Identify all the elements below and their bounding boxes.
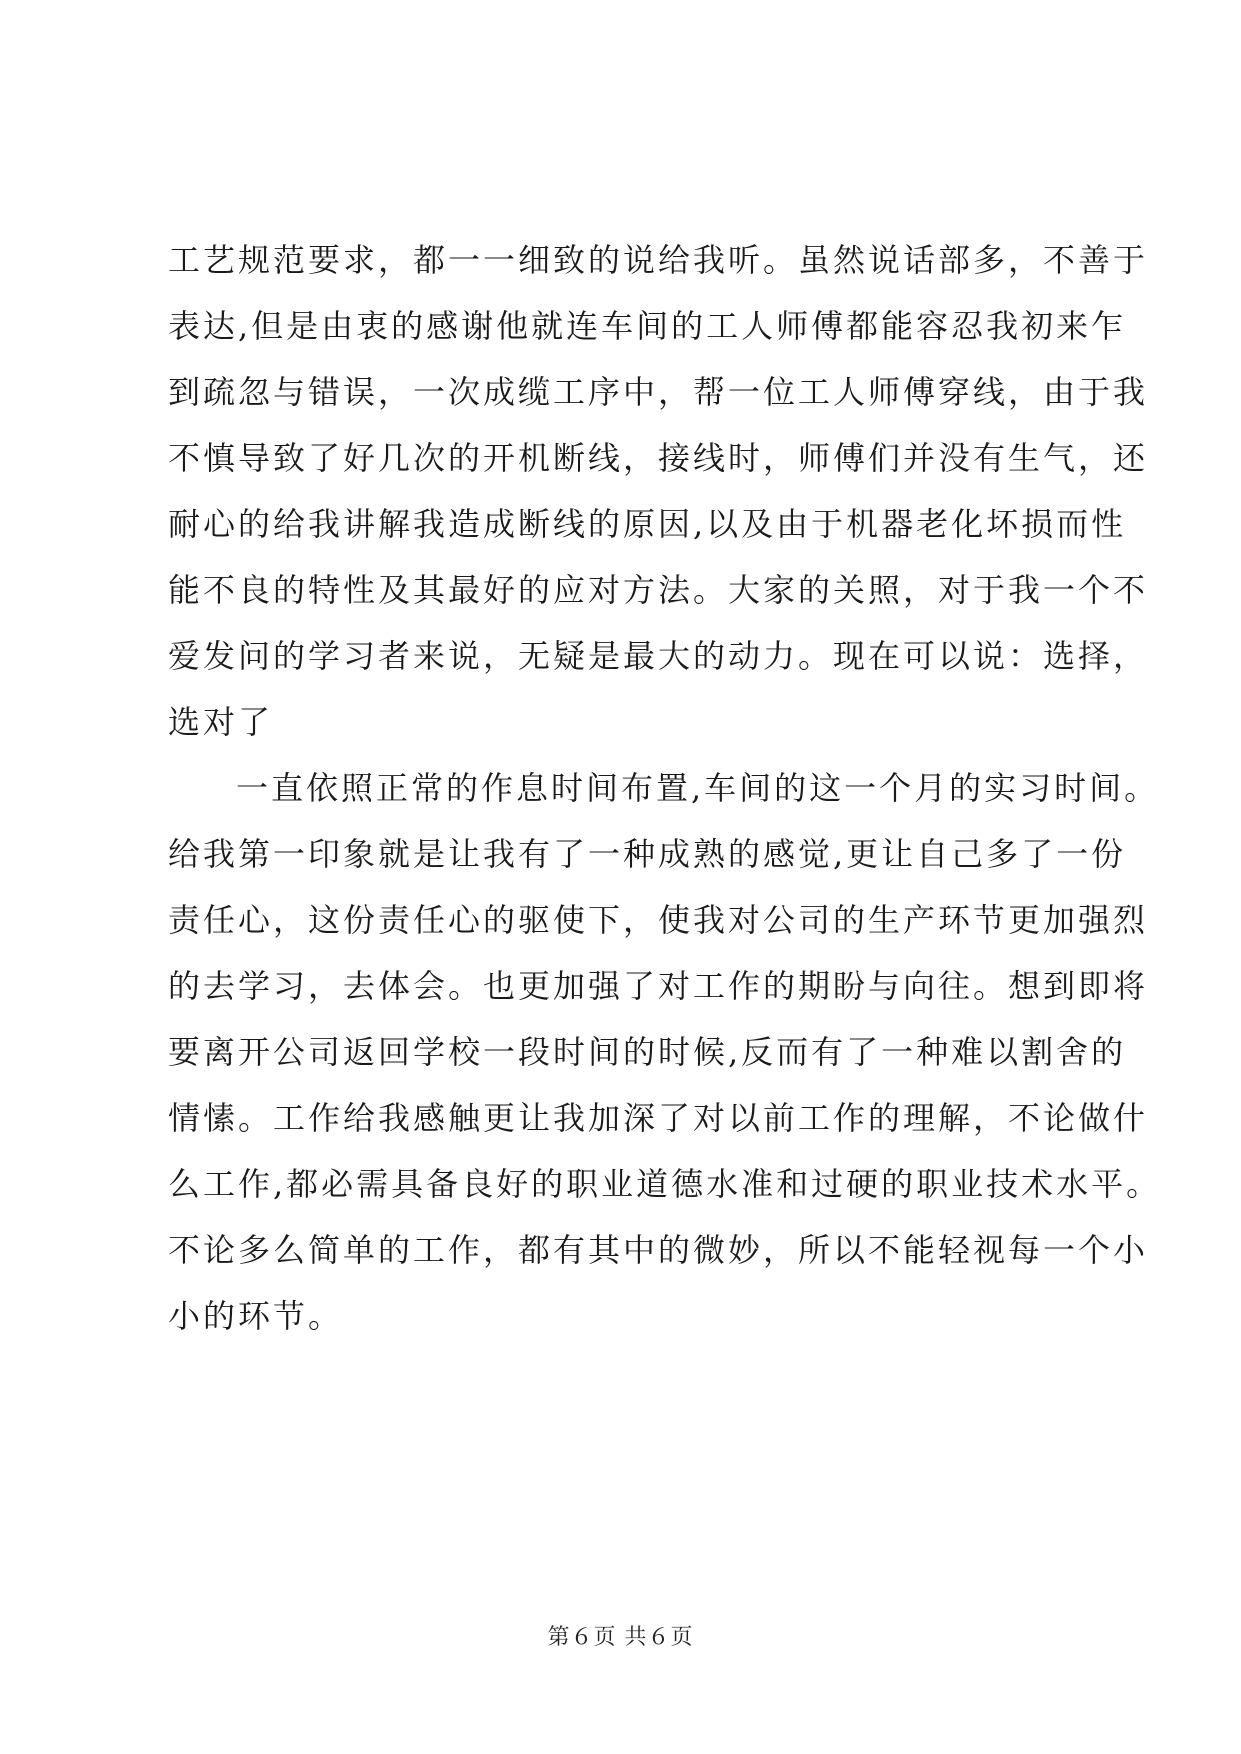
text-line: 爱发问的学习者来说，无疑是最大的动力。现在可以说：选择， bbox=[168, 637, 1149, 675]
text-line: 不论多么简单的工作，都有其中的微妙，所以不能轻视每一个小 bbox=[168, 1231, 1149, 1269]
text-line: 情愫。工作给我感触更让我加深了对以前工作的理解，不论做什 bbox=[168, 1099, 1149, 1137]
text-line: 不慎导致了好几次的开机断线，接线时，师傅们并没有生气，还 bbox=[168, 439, 1149, 477]
body-text bbox=[168, 227, 1162, 1349]
text-line: 到疏忽与错误，一次成缆工序中，帮一位工人师傅穿线，由于我 bbox=[168, 373, 1149, 411]
text-line: 给我第一印象就是让我有了一种成熟的感觉,更让自己多了一份 bbox=[168, 835, 1127, 873]
text-line: 耐心的给我讲解我造成断线的原因,以及由于机器老化坏损而性 bbox=[168, 505, 1127, 543]
text-line: 要离开公司返回学校一段时间的时候,反而有了一种难以割舍的 bbox=[168, 1033, 1127, 1071]
page-number-footer: 第６页 共６页 bbox=[547, 1625, 694, 1650]
text-line: 工艺规范要求，都一一细致的说给我听。虽然说话部多，不善于 bbox=[168, 241, 1149, 279]
text-line: 小的环节。 bbox=[168, 1297, 344, 1335]
text-line: 责任心，这份责任心的驱使下，使我对公司的生产环节更加强烈 bbox=[168, 901, 1149, 939]
text-line: 表达,但是由衷的感谢他就连车间的工人师傅都能容忍我初来乍 bbox=[168, 307, 1127, 345]
text-line: 能不良的特性及其最好的应对方法。大家的关照，对于我一个不 bbox=[168, 571, 1149, 609]
text-line: 的去学习，去体会。也更加强了对工作的期盼与向往。想到即将 bbox=[168, 967, 1149, 1005]
text-line: 么工作,都必需具备良好的职业道德水准和过硬的职业技术水平。 bbox=[168, 1165, 1162, 1203]
text-line: 选对了 bbox=[168, 703, 274, 741]
paragraph-start-line: 一直依照正常的作息时间布置,车间的这一个月的实习时间。 bbox=[236, 769, 1160, 807]
